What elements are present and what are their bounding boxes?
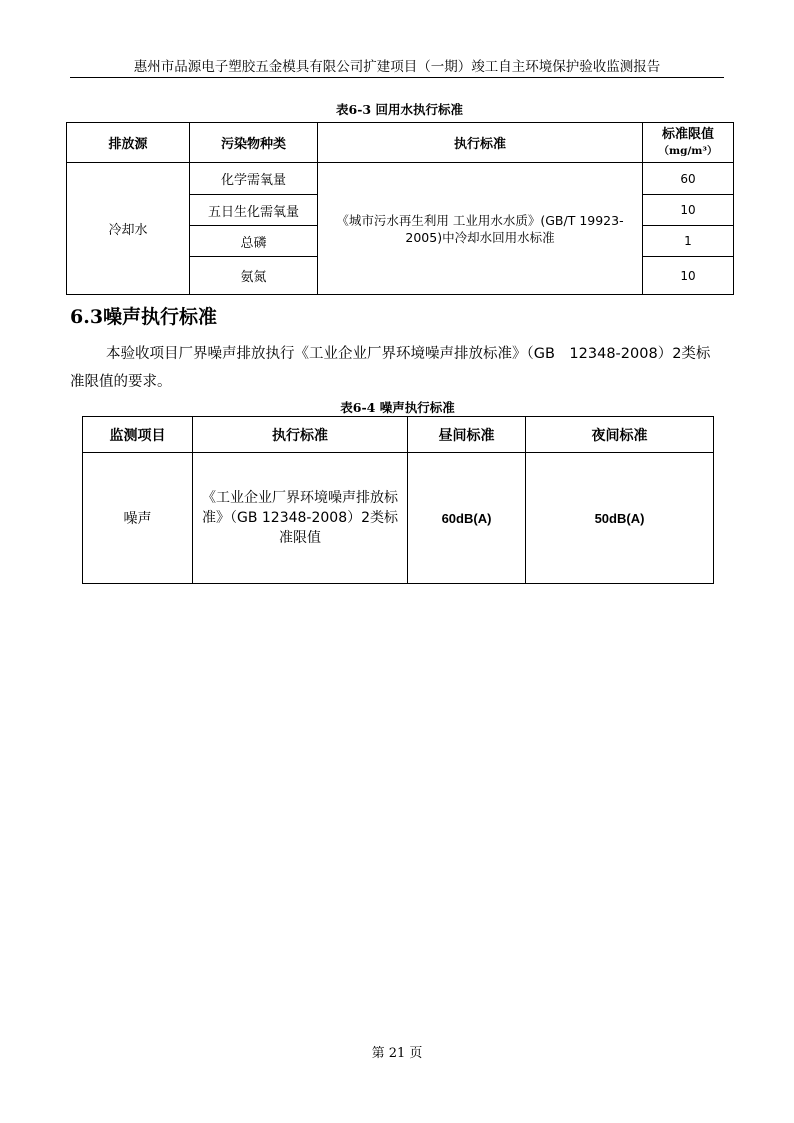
table-6-4-caption: 表6-4 噪声执行标准 (340, 400, 455, 415)
header-limit-label: 标准限值 (661, 126, 714, 142)
table-6-4 (82, 416, 714, 584)
cell-limit: 10 (643, 195, 734, 226)
table-header-row (83, 417, 714, 453)
header-night: 夜间标准 (526, 417, 714, 453)
table-6-3-caption: 表6-3 回用水执行标准 (336, 102, 463, 117)
header-divider (70, 77, 724, 78)
header-pollutant: 污染物种类 (190, 123, 318, 163)
header-item: 监测项目 (83, 417, 193, 453)
header-standard: 执行标准 (318, 123, 643, 163)
table-row (83, 453, 714, 584)
header-limit-unit: （mg/m³） (658, 144, 718, 157)
cell-pollutant: 五日生化需氧量 (190, 195, 318, 226)
table-header-row (67, 123, 734, 163)
header-day: 昼间标准 (408, 417, 526, 453)
table-row (67, 163, 734, 195)
cell-source: 冷却水 (67, 163, 190, 295)
report-header-title: 惠州市品源电子塑胶五金模具有限公司扩建项目（一期）竣工自主环境保护验收监测报告 (133, 59, 661, 75)
cell-night-limit: 50dB(A) (526, 453, 714, 584)
header-source: 排放源 (67, 123, 190, 163)
cell-day-limit: 60dB(A) (408, 453, 526, 584)
page-number: 第 21 页 (371, 1046, 423, 1061)
section-title: 6.3噪声执行标准 (70, 306, 218, 328)
cell-pollutant: 总磷 (190, 226, 318, 257)
cell-limit: 60 (643, 163, 734, 195)
header-limit (643, 123, 734, 163)
section-paragraph: 本验收项目厂界噪声排放执行《工业企业厂界环境噪声排放标准》（GB 12348-2008）2类标准限值的要求。 (70, 346, 711, 390)
cell-limit: 10 (643, 257, 734, 295)
cell-limit: 1 (643, 226, 734, 257)
cell-standard: 《城市污水再生利用 工业用水水质》(GB/T 19923-2005)中冷却水回用水标准 (318, 163, 643, 295)
cell-item: 噪声 (83, 453, 193, 584)
cell-pollutant: 氨氮 (190, 257, 318, 295)
table-6-3 (66, 122, 734, 295)
cell-standard: 《工业企业厂界环境噪声排放标准》（GB 12348-2008）2类标准限值 (193, 453, 408, 584)
header-standard: 执行标准 (193, 417, 408, 453)
cell-pollutant: 化学需氧量 (190, 163, 318, 195)
